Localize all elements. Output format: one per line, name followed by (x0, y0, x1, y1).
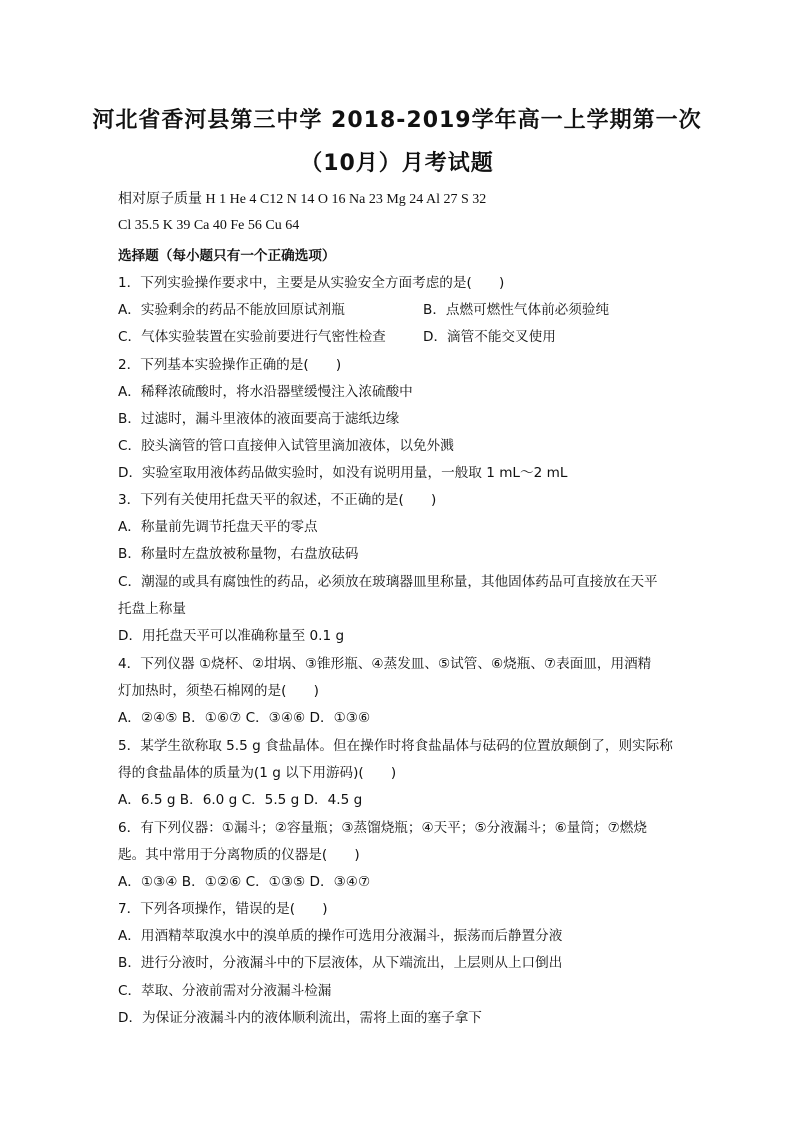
atomic-masses-line1: 相对原子质量 H 1 He 4 C12 N 14 O 16 Na 23 Mg 24 Al 27 S 32 (118, 192, 487, 207)
question-5-stem-line2: 得的食盐晶体的质量为(1 g 以下用游码)( ) (118, 765, 397, 781)
question-3-option-d: D．用托盘天平可以准确称量至 0.1 g (118, 628, 345, 644)
question-7-option-c: C．萃取、分液前需对分液漏斗检漏 (118, 983, 332, 999)
question-3-option-c-line1: C．潮湿的或具有腐蚀性的药品，必须放在玻璃器皿里称量，其他固体药品可直接放在天平 (118, 574, 658, 590)
question-5-options: A．6.5 g B．6.0 g C．5.5 g D．4.5 g (118, 792, 363, 808)
question-1-option-a: A．实验剩余的药品不能放回原试剂瓶 (118, 302, 345, 318)
question-4-stem-line2: 灯加热时，须垫石棉网的是( ) (118, 683, 319, 699)
question-2-option-d: D．实验室取用液体药品做实验时，如没有说明用量，一般取 1 mL～2 mL (118, 465, 568, 481)
question-6-stem-line2: 匙。其中常用于分离物质的仪器是( ) (118, 847, 360, 863)
question-4-options: A．②④⑤ B．①⑥⑦ C．③④⑥ D．①③⑥ (118, 710, 371, 726)
question-2-option-b: B．过滤时，漏斗里液体的液面要高于滤纸边缘 (118, 411, 400, 427)
question-7-stem: 7．下列各项操作，错误的是( ) (118, 901, 328, 917)
question-1-option-d: D．滴管不能交叉使用 (423, 329, 556, 345)
question-3-option-a: A．称量前先调节托盘天平的零点 (118, 519, 318, 535)
question-3-option-c-line2: 托盘上称量 (118, 601, 186, 617)
question-7-option-a: A．用酒精萃取溴水中的溴单质的操作可选用分液漏斗，振荡而后静置分液 (118, 928, 563, 944)
question-5-stem-line1: 5．某学生欲称取 5.5 g 食盐晶体。但在操作时将食盐晶体与砝码的位置放颠倒了，则实际称 (118, 738, 673, 754)
question-2-stem: 2．下列基本实验操作正确的是( ) (118, 357, 342, 373)
question-4-stem-line1: 4．下列仪器 ①烧杯、②坩埚、③锥形瓶、④蒸发皿、⑤试管、⑥烧瓶、⑦表面皿，用酒精 (118, 656, 652, 672)
section-heading: 选择题（每小题只有一个正确选项） (118, 248, 336, 264)
question-1-option-b: B．点燃可燃性气体前必须验纯 (423, 302, 610, 318)
exam-title-line1: 河北省香河县第三中学 2018-2019学年高一上学期第一次 (92, 108, 702, 133)
question-6-stem-line1: 6．有下列仪器：①漏斗；②容量瓶；③蒸馏烧瓶；④天平；⑤分液漏斗；⑥量筒；⑦燃烧 (118, 820, 647, 836)
atomic-masses-line2: Cl 35.5 K 39 Ca 40 Fe 56 Cu 64 (118, 218, 300, 233)
question-1-stem: 1．下列实验操作要求中，主要是从实验安全方面考虑的是( ) (118, 275, 505, 291)
question-2-option-a: A．稀释浓硫酸时，将水沿器壁缓慢注入浓硫酸中 (118, 384, 413, 400)
question-1-option-c: C．气体实验装置在实验前要进行气密性检查 (118, 329, 386, 345)
question-7-option-b: B．进行分液时，分液漏斗中的下层液体，从下端流出，上层则从上口倒出 (118, 955, 563, 971)
question-2-option-c: C．胶头滴管的管口直接伸入试管里滴加液体，以免外溅 (118, 438, 454, 454)
question-3-option-b: B．称量时左盘放被称量物，右盘放砝码 (118, 546, 359, 562)
question-7-option-d: D．为保证分液漏斗内的液体顺利流出，需将上面的塞子拿下 (118, 1010, 482, 1026)
question-6-options: A．①③④ B．①②⑥ C．①③⑤ D．③④⑦ (118, 874, 371, 890)
exam-title-line2: （10月）月考试题 (300, 151, 494, 176)
question-3-stem: 3．下列有关使用托盘天平的叙述，不正确的是( ) (118, 492, 437, 508)
